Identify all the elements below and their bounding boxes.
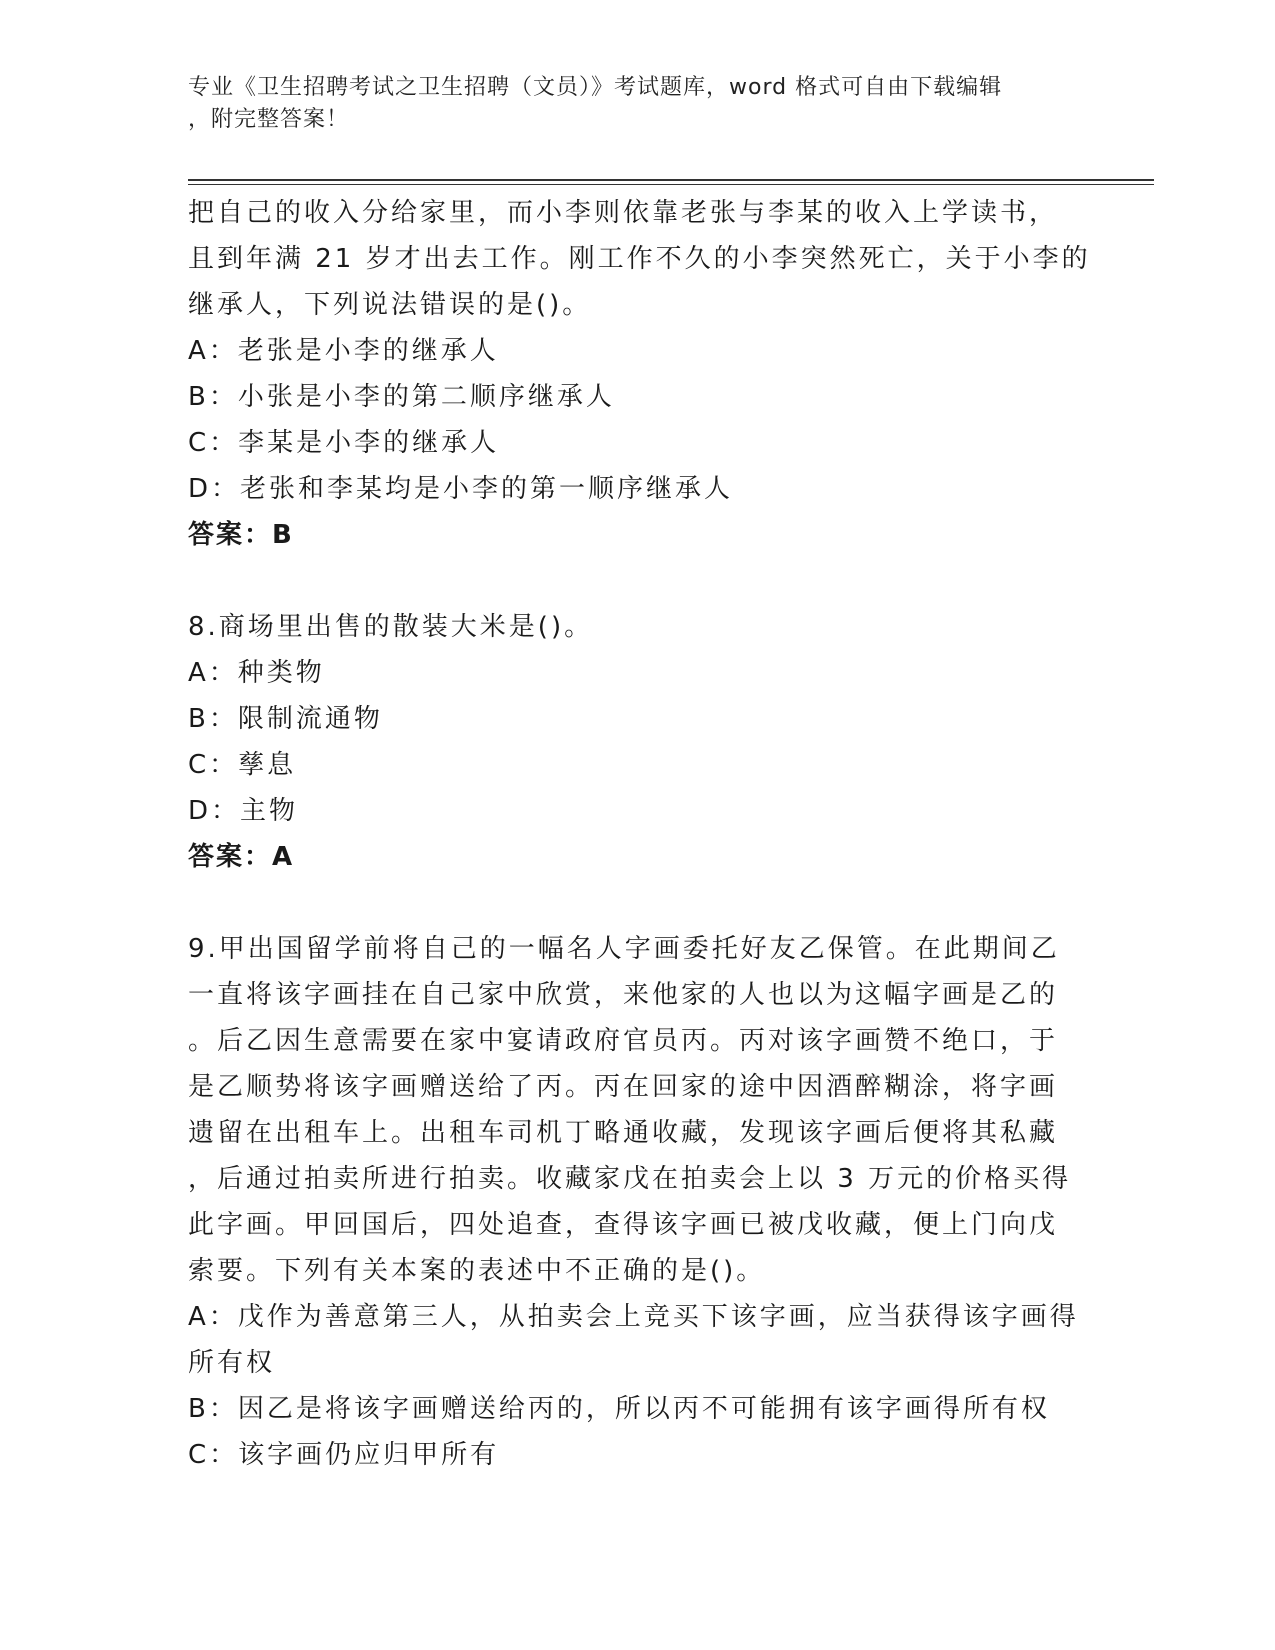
- question-stem-line: 9.甲出国留学前将自己的一幅名人字画委托好友乙保管。在此期间乙: [188, 934, 1060, 964]
- option-d: D：主物: [188, 796, 299, 826]
- option-c: C：李某是小李的继承人: [188, 428, 500, 458]
- option-c: C：孳息: [188, 750, 297, 780]
- spacer: [188, 880, 1088, 926]
- page-header: [188, 72, 1068, 136]
- header-divider-thick: [188, 179, 1154, 181]
- header-divider-thin: [188, 184, 1154, 185]
- question-9: [188, 926, 1088, 1478]
- option-b: B：小张是小李的第二顺序继承人: [188, 382, 615, 412]
- question-stem-line: 且到年满 21 岁才出去工作。刚工作不久的小李突然死亡，关于小李的: [188, 244, 1091, 274]
- document-body: [188, 190, 1091, 1478]
- question-stem-line: 此字画。甲回国后，四处追查，查得该字画已被戊收藏，便上门向戊: [188, 1210, 1059, 1240]
- option-a: A：种类物: [188, 658, 325, 688]
- spacer: [188, 558, 1088, 604]
- question-stem-line: 遗留在出租车上。出租车司机丁略通收藏，发现该字画后便将其私藏: [188, 1118, 1059, 1148]
- option-a: A：老张是小李的继承人: [188, 336, 499, 366]
- question-stem-line: 一直将该字画挂在自己家中欣赏，来他家的人也以为这幅字画是乙的: [188, 980, 1059, 1010]
- option-a: A：戊作为善意第三人，从拍卖会上竞买下该字画，应当获得该字画得: [188, 1302, 1079, 1332]
- answer-label: 答案：A: [188, 842, 295, 872]
- question-stem-line: 把自己的收入分给家里，而小李则依靠老张与李某的收入上学读书，: [188, 198, 1059, 228]
- question-8: [188, 604, 1088, 880]
- question-stem-line: 。后乙因生意需要在家中宴请政府官员丙。丙对该字画赞不绝口，于: [188, 1026, 1059, 1056]
- option-d: D：老张和李某均是小李的第一顺序继承人: [188, 474, 734, 504]
- question-7: [188, 190, 1091, 558]
- option-a-continued: 所有权: [188, 1348, 276, 1378]
- question-stem-line: 8.商场里出售的散装大米是()。: [188, 612, 594, 642]
- header-line-1: 专业《卫生招聘考试之卫生招聘（文员）》考试题库，word 格式可自由下载编辑: [188, 75, 1003, 100]
- question-stem-line: 继承人，下列说法错误的是()。: [188, 290, 592, 320]
- answer-label: 答案：B: [188, 520, 294, 550]
- option-b: B：限制流通物: [188, 704, 383, 734]
- option-c: C：该字画仍应归甲所有: [188, 1440, 500, 1470]
- question-stem-line: 索要。下列有关本案的表述中不正确的是()。: [188, 1256, 766, 1286]
- header-line-2: ，附完整答案！: [188, 107, 350, 132]
- question-stem-line: ，后通过拍卖所进行拍卖。收藏家戊在拍卖会上以 3 万元的价格买得: [188, 1164, 1072, 1194]
- question-stem-line: 是乙顺势将该字画赠送给了丙。丙在回家的途中因酒醉糊涂，将字画: [188, 1072, 1059, 1102]
- option-b: B：因乙是将该字画赠送给丙的，所以丙不可能拥有该字画得所有权: [188, 1394, 1050, 1424]
